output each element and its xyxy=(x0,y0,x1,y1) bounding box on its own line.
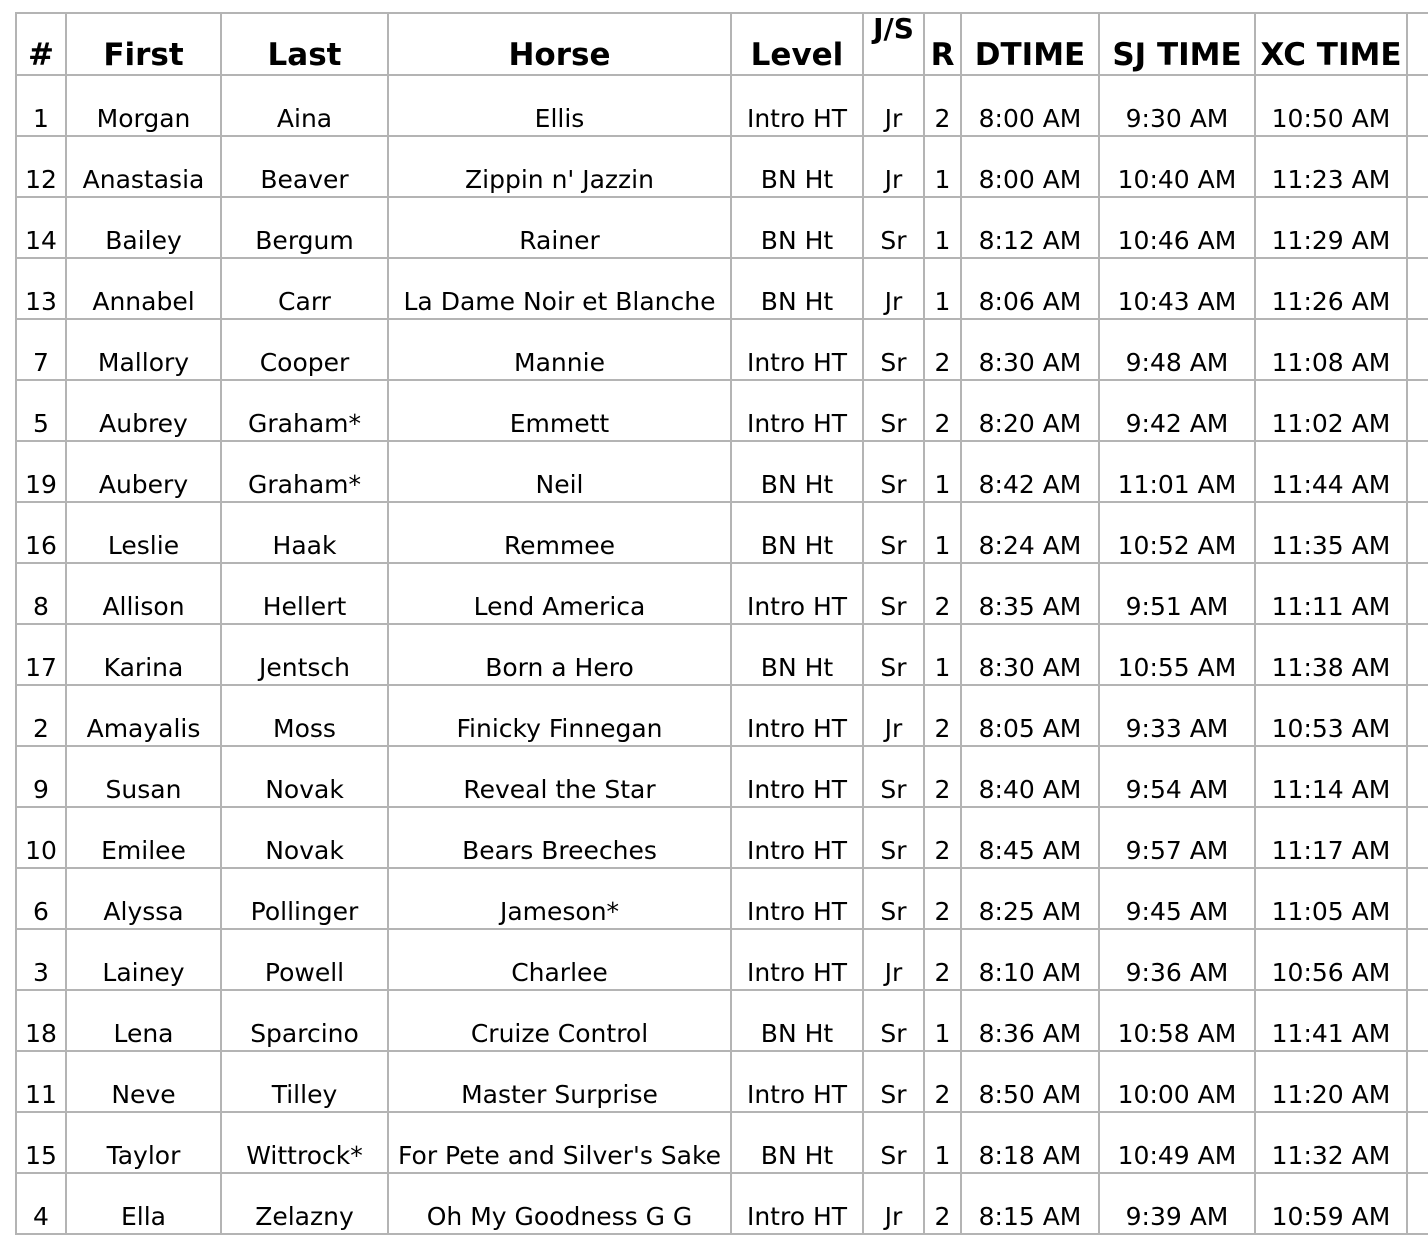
cell-horse: Jameson* xyxy=(388,868,731,929)
cell-number: 2 xyxy=(16,685,66,746)
cell-last-name: Haak xyxy=(221,502,388,563)
table-row xyxy=(16,746,1428,807)
cell-last-name: Wittrock* xyxy=(221,1112,388,1173)
cell-first-name: Allison xyxy=(66,563,221,624)
cell-horse: Cruize Control xyxy=(388,990,731,1051)
cell-cross-country-time: 11:02 AM xyxy=(1255,380,1407,441)
table-row xyxy=(16,319,1428,380)
cell-ring: 2 xyxy=(924,380,961,441)
cell-ring: 2 xyxy=(924,807,961,868)
cell-level: BN Ht xyxy=(731,502,863,563)
table-row xyxy=(16,197,1428,258)
cell-ring: 1 xyxy=(924,136,961,197)
cell-first-name: Lainey xyxy=(66,929,221,990)
cell-show-jumping-time: 9:36 AM xyxy=(1099,929,1255,990)
cell-first-name: Ella xyxy=(66,1173,221,1234)
cell-dressage-time: 8:20 AM xyxy=(961,380,1099,441)
cell-junior-senior: Sr xyxy=(863,1051,924,1112)
cell-cross-country-time: 11:23 AM xyxy=(1255,136,1407,197)
header-r: R xyxy=(924,13,961,75)
ride-times-table xyxy=(15,12,1428,1235)
cell-dressage-time: 8:40 AM xyxy=(961,746,1099,807)
cell-last-name: Sparcino xyxy=(221,990,388,1051)
cell-ring: 1 xyxy=(924,197,961,258)
cell-horse: Oh My Goodness G G xyxy=(388,1173,731,1234)
cell-last-name: Jentsch xyxy=(221,624,388,685)
cell-extra xyxy=(1407,136,1428,197)
cell-number: 19 xyxy=(16,441,66,502)
table-row xyxy=(16,75,1428,136)
cell-dressage-time: 8:50 AM xyxy=(961,1051,1099,1112)
cell-ring: 2 xyxy=(924,868,961,929)
cell-cross-country-time: 11:05 AM xyxy=(1255,868,1407,929)
cell-last-name: Aina xyxy=(221,75,388,136)
cell-junior-senior: Sr xyxy=(863,563,924,624)
table-row xyxy=(16,1051,1428,1112)
cell-dressage-time: 8:06 AM xyxy=(961,258,1099,319)
cell-junior-senior: Sr xyxy=(863,502,924,563)
cell-ring: 1 xyxy=(924,1112,961,1173)
cell-ring: 2 xyxy=(924,1051,961,1112)
cell-cross-country-time: 11:17 AM xyxy=(1255,807,1407,868)
table-row xyxy=(16,1173,1428,1234)
cell-cross-country-time: 11:11 AM xyxy=(1255,563,1407,624)
cell-cross-country-time: 11:35 AM xyxy=(1255,502,1407,563)
cell-show-jumping-time: 9:42 AM xyxy=(1099,380,1255,441)
cell-number: 15 xyxy=(16,1112,66,1173)
cell-level: Intro HT xyxy=(731,563,863,624)
table-row xyxy=(16,502,1428,563)
cell-horse: Finicky Finnegan xyxy=(388,685,731,746)
cell-first-name: Aubrey xyxy=(66,380,221,441)
header-sj-time: SJ TIME xyxy=(1099,13,1255,75)
cell-show-jumping-time: 10:58 AM xyxy=(1099,990,1255,1051)
cell-show-jumping-time: 10:46 AM xyxy=(1099,197,1255,258)
cell-first-name: Morgan xyxy=(66,75,221,136)
cell-junior-senior: Sr xyxy=(863,746,924,807)
table-row xyxy=(16,807,1428,868)
cell-cross-country-time: 11:08 AM xyxy=(1255,319,1407,380)
cell-level: Intro HT xyxy=(731,1173,863,1234)
cell-first-name: Taylor xyxy=(66,1112,221,1173)
cell-last-name: Zelazny xyxy=(221,1173,388,1234)
cell-dressage-time: 8:36 AM xyxy=(961,990,1099,1051)
cell-show-jumping-time: 10:40 AM xyxy=(1099,136,1255,197)
cell-last-name: Pollinger xyxy=(221,868,388,929)
cell-last-name: Beaver xyxy=(221,136,388,197)
cell-number: 13 xyxy=(16,258,66,319)
cell-junior-senior: Sr xyxy=(863,1112,924,1173)
table-row xyxy=(16,685,1428,746)
cell-number: 5 xyxy=(16,380,66,441)
cell-junior-senior: Jr xyxy=(863,685,924,746)
cell-junior-senior: Jr xyxy=(863,136,924,197)
table-row xyxy=(16,868,1428,929)
header-horse: Horse xyxy=(388,13,731,75)
cell-ring: 1 xyxy=(924,990,961,1051)
cell-level: BN Ht xyxy=(731,441,863,502)
cell-cross-country-time: 10:56 AM xyxy=(1255,929,1407,990)
cell-extra xyxy=(1407,502,1428,563)
cell-number: 7 xyxy=(16,319,66,380)
cell-cross-country-time: 10:50 AM xyxy=(1255,75,1407,136)
table-row xyxy=(16,258,1428,319)
cell-junior-senior: Sr xyxy=(863,380,924,441)
cell-extra xyxy=(1407,990,1428,1051)
cell-ring: 1 xyxy=(924,624,961,685)
cell-last-name: Novak xyxy=(221,807,388,868)
cell-extra xyxy=(1407,868,1428,929)
cell-extra xyxy=(1407,624,1428,685)
cell-show-jumping-time: 9:57 AM xyxy=(1099,807,1255,868)
cell-number: 12 xyxy=(16,136,66,197)
table-row xyxy=(16,990,1428,1051)
cell-junior-senior: Sr xyxy=(863,319,924,380)
cell-number: 6 xyxy=(16,868,66,929)
cell-level: Intro HT xyxy=(731,75,863,136)
cell-level: BN Ht xyxy=(731,197,863,258)
cell-dressage-time: 8:45 AM xyxy=(961,807,1099,868)
cell-last-name: Carr xyxy=(221,258,388,319)
table-row xyxy=(16,136,1428,197)
cell-junior-senior: Jr xyxy=(863,1173,924,1234)
cell-level: Intro HT xyxy=(731,319,863,380)
cell-cross-country-time: 11:32 AM xyxy=(1255,1112,1407,1173)
cell-last-name: Graham* xyxy=(221,380,388,441)
cell-extra xyxy=(1407,380,1428,441)
cell-ring: 2 xyxy=(924,1173,961,1234)
cell-cross-country-time: 10:59 AM xyxy=(1255,1173,1407,1234)
cell-level: Intro HT xyxy=(731,380,863,441)
cell-ring: 2 xyxy=(924,929,961,990)
cell-number: 18 xyxy=(16,990,66,1051)
table-row xyxy=(16,563,1428,624)
table-row xyxy=(16,441,1428,502)
cell-extra xyxy=(1407,258,1428,319)
cell-dressage-time: 8:00 AM xyxy=(961,136,1099,197)
cell-extra xyxy=(1407,807,1428,868)
cell-ring: 2 xyxy=(924,75,961,136)
cell-last-name: Powell xyxy=(221,929,388,990)
cell-ring: 2 xyxy=(924,746,961,807)
table-row xyxy=(16,380,1428,441)
cell-last-name: Moss xyxy=(221,685,388,746)
cell-number: 17 xyxy=(16,624,66,685)
cell-first-name: Alyssa xyxy=(66,868,221,929)
cell-cross-country-time: 11:26 AM xyxy=(1255,258,1407,319)
cell-horse: Bears Breeches xyxy=(388,807,731,868)
cell-show-jumping-time: 9:51 AM xyxy=(1099,563,1255,624)
cell-extra xyxy=(1407,563,1428,624)
cell-junior-senior: Jr xyxy=(863,75,924,136)
cell-show-jumping-time: 10:55 AM xyxy=(1099,624,1255,685)
header-dtime: DTIME xyxy=(961,13,1099,75)
cell-level: Intro HT xyxy=(731,746,863,807)
cell-level: Intro HT xyxy=(731,1051,863,1112)
cell-extra xyxy=(1407,746,1428,807)
cell-number: 14 xyxy=(16,197,66,258)
header-last: Last xyxy=(221,13,388,75)
cell-show-jumping-time: 9:30 AM xyxy=(1099,75,1255,136)
table-row xyxy=(16,929,1428,990)
cell-dressage-time: 8:35 AM xyxy=(961,563,1099,624)
cell-junior-senior: Sr xyxy=(863,868,924,929)
cell-extra xyxy=(1407,1173,1428,1234)
cell-last-name: Graham* xyxy=(221,441,388,502)
cell-extra xyxy=(1407,75,1428,136)
cell-cross-country-time: 11:41 AM xyxy=(1255,990,1407,1051)
cell-level: BN Ht xyxy=(731,258,863,319)
cell-last-name: Cooper xyxy=(221,319,388,380)
cell-horse: Born a Hero xyxy=(388,624,731,685)
cell-dressage-time: 8:05 AM xyxy=(961,685,1099,746)
cell-last-name: Novak xyxy=(221,746,388,807)
cell-junior-senior: Sr xyxy=(863,990,924,1051)
cell-ring: 1 xyxy=(924,502,961,563)
header-first: First xyxy=(66,13,221,75)
cell-first-name: Bailey xyxy=(66,197,221,258)
cell-extra xyxy=(1407,1051,1428,1112)
cell-ring: 1 xyxy=(924,258,961,319)
cell-dressage-time: 8:42 AM xyxy=(961,441,1099,502)
cell-show-jumping-time: 9:39 AM xyxy=(1099,1173,1255,1234)
cell-dressage-time: 8:10 AM xyxy=(961,929,1099,990)
header-xc-time: XC TIME xyxy=(1255,13,1407,75)
cell-show-jumping-time: 10:52 AM xyxy=(1099,502,1255,563)
cell-number: 9 xyxy=(16,746,66,807)
cell-extra xyxy=(1407,1112,1428,1173)
cell-level: Intro HT xyxy=(731,685,863,746)
cell-horse: Zippin n' Jazzin xyxy=(388,136,731,197)
cell-level: Intro HT xyxy=(731,807,863,868)
cell-cross-country-time: 11:20 AM xyxy=(1255,1051,1407,1112)
cell-last-name: Hellert xyxy=(221,563,388,624)
cell-first-name: Aubery xyxy=(66,441,221,502)
cell-first-name: Lena xyxy=(66,990,221,1051)
header-level: Level xyxy=(731,13,863,75)
table-row xyxy=(16,1112,1428,1173)
cell-extra xyxy=(1407,685,1428,746)
cell-show-jumping-time: 10:49 AM xyxy=(1099,1112,1255,1173)
cell-dressage-time: 8:00 AM xyxy=(961,75,1099,136)
cell-horse: Emmett xyxy=(388,380,731,441)
cell-extra xyxy=(1407,319,1428,380)
cell-junior-senior: Jr xyxy=(863,258,924,319)
header-number: # xyxy=(16,13,66,75)
cell-dressage-time: 8:12 AM xyxy=(961,197,1099,258)
cell-show-jumping-time: 10:43 AM xyxy=(1099,258,1255,319)
cell-level: Intro HT xyxy=(731,868,863,929)
cell-last-name: Tilley xyxy=(221,1051,388,1112)
cell-level: BN Ht xyxy=(731,990,863,1051)
cell-junior-senior: Sr xyxy=(863,441,924,502)
cell-number: 8 xyxy=(16,563,66,624)
cell-number: 4 xyxy=(16,1173,66,1234)
cell-junior-senior: Jr xyxy=(863,929,924,990)
cell-ring: 2 xyxy=(924,319,961,380)
cell-dressage-time: 8:24 AM xyxy=(961,502,1099,563)
cell-ring: 2 xyxy=(924,563,961,624)
cell-dressage-time: 8:18 AM xyxy=(961,1112,1099,1173)
cell-horse: Mannie xyxy=(388,319,731,380)
cell-ring: 1 xyxy=(924,441,961,502)
cell-cross-country-time: 10:53 AM xyxy=(1255,685,1407,746)
cell-horse: Rainer xyxy=(388,197,731,258)
cell-dressage-time: 8:30 AM xyxy=(961,319,1099,380)
cell-first-name: Emilee xyxy=(66,807,221,868)
cell-horse: Neil xyxy=(388,441,731,502)
cell-horse: Remmee xyxy=(388,502,731,563)
cell-extra xyxy=(1407,929,1428,990)
cell-first-name: Karina xyxy=(66,624,221,685)
cell-cross-country-time: 11:14 AM xyxy=(1255,746,1407,807)
cell-number: 11 xyxy=(16,1051,66,1112)
cell-horse: Ellis xyxy=(388,75,731,136)
cell-horse: Master Surprise xyxy=(388,1051,731,1112)
cell-horse: Lend America xyxy=(388,563,731,624)
cell-level: BN Ht xyxy=(731,624,863,685)
cell-horse: La Dame Noir et Blanche xyxy=(388,258,731,319)
cell-first-name: Annabel xyxy=(66,258,221,319)
cell-last-name: Bergum xyxy=(221,197,388,258)
cell-horse: For Pete and Silver's Sake xyxy=(388,1112,731,1173)
cell-horse: Reveal the Star xyxy=(388,746,731,807)
cell-level: BN Ht xyxy=(731,136,863,197)
cell-level: Intro HT xyxy=(731,929,863,990)
cell-first-name: Mallory xyxy=(66,319,221,380)
cell-number: 16 xyxy=(16,502,66,563)
table-body xyxy=(16,75,1428,1234)
cell-first-name: Leslie xyxy=(66,502,221,563)
cell-first-name: Neve xyxy=(66,1051,221,1112)
cell-number: 3 xyxy=(16,929,66,990)
cell-ring: 2 xyxy=(924,685,961,746)
header-js: J/S xyxy=(863,13,924,75)
cell-show-jumping-time: 11:01 AM xyxy=(1099,441,1255,502)
cell-number: 1 xyxy=(16,75,66,136)
cell-show-jumping-time: 9:45 AM xyxy=(1099,868,1255,929)
cell-dressage-time: 8:30 AM xyxy=(961,624,1099,685)
header-row xyxy=(16,13,1428,75)
cell-first-name: Susan xyxy=(66,746,221,807)
cell-show-jumping-time: 9:33 AM xyxy=(1099,685,1255,746)
cell-show-jumping-time: 9:54 AM xyxy=(1099,746,1255,807)
cell-dressage-time: 8:15 AM xyxy=(961,1173,1099,1234)
cell-junior-senior: Sr xyxy=(863,624,924,685)
cell-extra xyxy=(1407,441,1428,502)
cell-first-name: Anastasia xyxy=(66,136,221,197)
cell-cross-country-time: 11:38 AM xyxy=(1255,624,1407,685)
cell-extra xyxy=(1407,197,1428,258)
cell-number: 10 xyxy=(16,807,66,868)
cell-cross-country-time: 11:29 AM xyxy=(1255,197,1407,258)
cell-show-jumping-time: 9:48 AM xyxy=(1099,319,1255,380)
header-extra xyxy=(1407,13,1428,75)
cell-show-jumping-time: 10:00 AM xyxy=(1099,1051,1255,1112)
cell-junior-senior: Sr xyxy=(863,807,924,868)
cell-first-name: Amayalis xyxy=(66,685,221,746)
cell-level: BN Ht xyxy=(731,1112,863,1173)
cell-junior-senior: Sr xyxy=(863,197,924,258)
cell-horse: Charlee xyxy=(388,929,731,990)
cell-cross-country-time: 11:44 AM xyxy=(1255,441,1407,502)
cell-dressage-time: 8:25 AM xyxy=(961,868,1099,929)
table-row xyxy=(16,624,1428,685)
